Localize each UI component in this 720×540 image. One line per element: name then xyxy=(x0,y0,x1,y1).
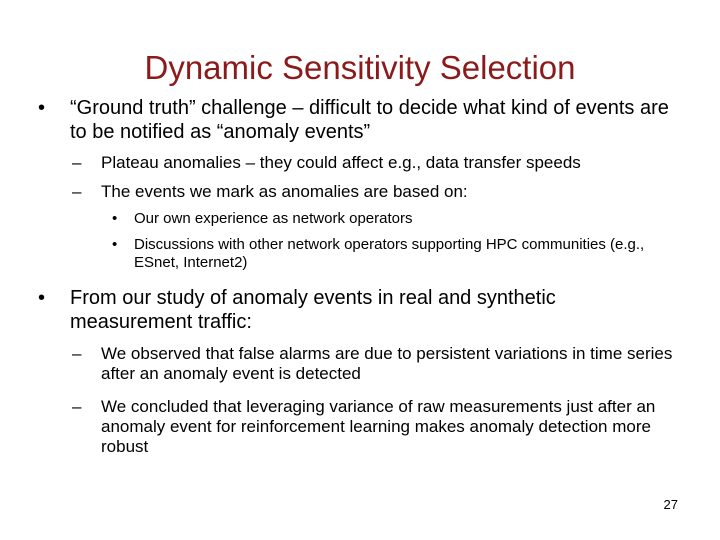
sub-bullet-text: Plateau anomalies – they could affect e.g., data transfer speeds xyxy=(101,153,581,172)
sub-bullet-text: We concluded that leveraging variance of raw measurements just after an anomaly event for reinforcement learning makes anomaly detection more robust xyxy=(101,397,656,456)
page-number: 27 xyxy=(663,497,678,512)
point-text: Our own experience as network operators xyxy=(134,210,413,227)
dash-marker: – xyxy=(72,344,82,363)
bullet-text: From our study of anomaly events in real and synthetic measurement traffic: xyxy=(70,287,556,333)
sub-bullet-false-alarms xyxy=(72,344,682,384)
sub-bullet-plateau xyxy=(72,153,682,173)
bullet-marker: • xyxy=(112,210,118,227)
bullet-item-ground-truth xyxy=(38,96,678,144)
bullet-text: “Ground truth” challenge – difficult to decide what kind of events are to be notified as “anomaly events” xyxy=(70,97,669,143)
slide-title: Dynamic Sensitivity Selection xyxy=(144,49,576,86)
bullet-marker: • xyxy=(38,287,46,309)
bullet-marker: • xyxy=(112,236,118,253)
sub-bullet-variance xyxy=(72,397,682,457)
sub-bullet-text: The events we mark as anomalies are based on: xyxy=(101,182,468,201)
point-own-experience xyxy=(112,210,672,228)
point-discussions xyxy=(112,236,672,272)
sub-bullet-anomaly-basis xyxy=(72,182,682,202)
dash-marker: – xyxy=(72,397,82,416)
point-text: Discussions with other network operators supporting HPC communities (e.g., ESnet, Internet2) xyxy=(134,236,645,271)
dash-marker: – xyxy=(72,153,82,172)
sub-bullet-text: We observed that false alarms are due to persistent variations in time series after an anomaly event is detected xyxy=(101,344,673,383)
bullet-item-study xyxy=(38,286,678,334)
bullet-marker: • xyxy=(38,97,46,119)
dash-marker: – xyxy=(72,182,82,201)
